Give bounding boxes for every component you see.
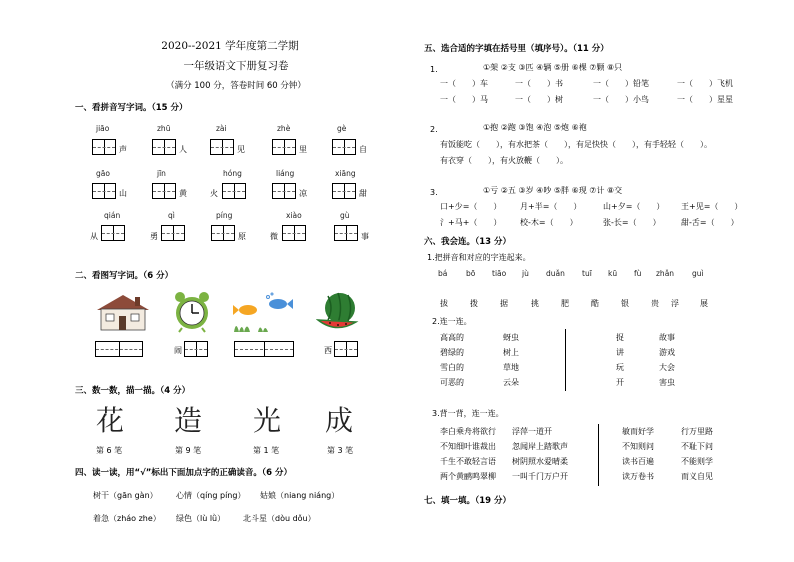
tianzige-box[interactable] xyxy=(92,183,116,199)
trace-char: 花 xyxy=(96,404,125,437)
fill-item[interactable]: 一（ ）马 xyxy=(440,95,488,104)
match-item[interactable]: 树阴照水爱晴柔 xyxy=(512,457,568,466)
match-item[interactable]: 云朵 xyxy=(503,378,519,387)
fill-item[interactable]: 张-长=（ ） xyxy=(603,218,661,227)
fill-item[interactable]: 口+少=（ ） xyxy=(440,202,502,211)
pinyin: qì xyxy=(168,211,175,220)
house-picture xyxy=(93,292,153,332)
match-item[interactable]: 游戏 xyxy=(659,348,675,357)
match-item[interactable]: 李白乘舟将欲行 xyxy=(440,427,496,436)
pinyin: gāo xyxy=(96,169,110,178)
match-item[interactable]: 开 xyxy=(616,378,624,387)
match-item[interactable]: 一叫千门万户开 xyxy=(512,472,568,481)
tianzige-box[interactable] xyxy=(101,225,125,241)
pinyin: hóng xyxy=(223,169,242,178)
char-after: 人 xyxy=(179,145,187,154)
fill-item[interactable]: 校-木=（ ） xyxy=(520,218,578,227)
pinyin-option[interactable]: tuī xyxy=(582,269,592,278)
char-after: 自 xyxy=(359,145,367,154)
char-before: 火 xyxy=(210,189,218,198)
group-number: 2. xyxy=(430,125,438,134)
match-item[interactable]: 千生不敢轻言语 xyxy=(440,457,496,466)
section-7-heading: 七、填一填。（19 分） xyxy=(424,496,512,506)
char-option[interactable]: 挑 xyxy=(531,299,539,308)
match-item[interactable]: 害虫 xyxy=(659,378,675,387)
pinyin: xiào xyxy=(286,211,302,220)
tianzige-box[interactable] xyxy=(152,139,176,155)
section-6-heading: 六、我会连。（13 分） xyxy=(424,237,512,247)
match-item[interactable]: 大会 xyxy=(659,363,675,372)
tianzige-box[interactable] xyxy=(234,341,294,357)
divider-line xyxy=(598,424,599,486)
pinyin-option[interactable]: kū xyxy=(608,269,618,278)
fill-item[interactable]: 有衣穿（ ），有火放鞭（ ）。 xyxy=(440,156,568,165)
match-item[interactable]: 敏而好学 xyxy=(622,427,654,436)
char-before: 勇 xyxy=(150,232,158,241)
match-item[interactable]: 树上 xyxy=(503,348,519,357)
divider-line xyxy=(565,329,566,391)
match-item[interactable]: 捉 xyxy=(616,333,624,342)
group-number: 1. xyxy=(430,65,438,74)
pinyin: xiāng xyxy=(335,169,356,178)
q2-instruction: 2.连一连。 xyxy=(432,317,472,326)
match-item[interactable]: 忽闻岸上踏歌声 xyxy=(512,442,568,451)
fill-item[interactable]: 氵+马+（ ） xyxy=(440,218,502,227)
pinyin: liáng xyxy=(276,169,295,178)
reading-item[interactable]: 姑娘（niang niáng） xyxy=(260,491,340,500)
stroke-caption: 第 9 笔 xyxy=(175,446,202,455)
tianzige-box[interactable] xyxy=(184,341,208,357)
section-1-heading: 一、看拼音写字词。（15 分） xyxy=(75,103,188,113)
fill-item[interactable]: 一（ ）小鸟 xyxy=(593,95,649,104)
char-option[interactable]: 浮 xyxy=(671,299,679,308)
watermelon-picture xyxy=(316,290,362,332)
match-item[interactable]: 故事 xyxy=(659,333,675,342)
pinyin: zài xyxy=(216,124,227,133)
match-item[interactable]: 碧绿的 xyxy=(440,348,464,357)
match-item[interactable]: 浮萍一道开 xyxy=(512,427,552,436)
pinyin-option[interactable]: guì xyxy=(692,269,704,278)
match-item[interactable]: 可恶的 xyxy=(440,378,464,387)
pinyin: zhè xyxy=(277,124,291,133)
match-item[interactable]: 不知细叶谁裁出 xyxy=(440,442,496,451)
pinyin-option[interactable]: bō xyxy=(466,269,476,278)
fill-item[interactable]: 一（ ）星星 xyxy=(677,95,733,104)
tianzige-box[interactable] xyxy=(211,225,235,241)
reading-item[interactable]: 北斗星（dòu dǒu） xyxy=(243,514,316,523)
tianzige-box[interactable] xyxy=(92,139,116,155)
exam-year-title: 2020--2021 学年度第二学期 xyxy=(161,40,299,52)
char-after: 见 xyxy=(237,145,245,154)
fish-picture xyxy=(230,292,296,332)
char-after: 黄 xyxy=(179,189,187,198)
pinyin-option[interactable]: bá xyxy=(438,269,448,278)
pinyin-option[interactable]: zhǎn xyxy=(656,269,675,278)
fill-item[interactable]: 一（ ）车 xyxy=(440,79,488,88)
label-nao: 闹 xyxy=(174,346,182,355)
group-number: 3. xyxy=(430,188,438,197)
fill-item[interactable]: 一（ ）书 xyxy=(515,79,563,88)
tianzige-box[interactable] xyxy=(282,225,306,241)
trace-char: 成 xyxy=(325,404,354,437)
char-option[interactable]: 肥 xyxy=(561,299,569,308)
fill-item[interactable]: 一（ ）铅笔 xyxy=(593,79,649,88)
stroke-caption: 第 6 笔 xyxy=(96,446,123,455)
section-2-heading: 二、看图写字词。（6 分） xyxy=(75,271,174,281)
fill-item[interactable]: 一（ ）飞机 xyxy=(677,79,733,88)
section-4-heading: 四、读一读，用“√”标出下面加点字的正确读音。（6 分） xyxy=(75,468,292,478)
tianzige-box[interactable] xyxy=(210,139,234,155)
match-item[interactable]: 雪白的 xyxy=(440,363,464,372)
tianzige-box[interactable] xyxy=(161,225,185,241)
char-option[interactable]: 展 xyxy=(700,299,708,308)
tianzige-box[interactable] xyxy=(332,139,356,155)
char-option[interactable]: 贵 xyxy=(651,299,659,308)
fill-item[interactable]: 王+见=（ ） xyxy=(681,202,743,211)
char-option[interactable]: 银 xyxy=(621,299,629,308)
match-item[interactable]: 行万里路 xyxy=(681,427,713,436)
alarm-clock-picture xyxy=(170,290,214,334)
pinyin: zhū xyxy=(157,124,171,133)
match-item[interactable]: 高高的 xyxy=(440,333,464,342)
tianzige-box[interactable] xyxy=(332,183,356,199)
tianzige-box[interactable] xyxy=(272,139,296,155)
match-item[interactable]: 讲 xyxy=(616,348,624,357)
tianzige-box[interactable] xyxy=(152,183,176,199)
match-item[interactable]: 玩 xyxy=(616,363,624,372)
tianzige-box[interactable] xyxy=(334,225,358,241)
match-item[interactable]: 草地 xyxy=(503,363,519,372)
reading-item[interactable]: 着急（zháo zhe） xyxy=(93,514,161,523)
char-after: 山 xyxy=(119,189,127,198)
match-item[interactable]: 不知则问 xyxy=(622,442,654,451)
fill-item[interactable]: 一（ ）树 xyxy=(515,95,563,104)
char-after: 原 xyxy=(238,232,246,241)
options-row: ①抱 ②跑 ③饱 ④泡 ⑤炮 ⑥袍 xyxy=(483,123,587,132)
char-option[interactable]: 酷 xyxy=(591,299,599,308)
tianzige-box[interactable] xyxy=(334,341,358,357)
match-item[interactable]: 不耻下问 xyxy=(681,442,713,451)
char-after: 里 xyxy=(299,145,307,154)
reading-item[interactable]: 心情（qíng píng） xyxy=(176,491,246,500)
fill-item[interactable]: 甜-舌=（ ） xyxy=(681,218,739,227)
exam-note: （满分 100 分，答卷时间 60 分钟） xyxy=(166,81,306,91)
label-xi: 西 xyxy=(324,346,332,355)
stroke-caption: 第 1 笔 xyxy=(253,446,280,455)
fill-item[interactable]: 山+夕=（ ） xyxy=(603,202,665,211)
pinyin-option[interactable]: duǎn xyxy=(546,269,565,278)
char-option[interactable]: 拔 xyxy=(440,299,448,308)
tianzige-box[interactable] xyxy=(95,341,143,357)
fill-item[interactable]: 月+半=（ ） xyxy=(520,202,582,211)
pinyin: qián xyxy=(104,211,121,220)
trace-char: 光 xyxy=(253,404,282,437)
char-option[interactable]: 拨 xyxy=(470,299,478,308)
pinyin-option[interactable]: fù xyxy=(634,269,642,278)
pinyin: píng xyxy=(216,211,233,220)
fill-item[interactable]: 有饭能吃（ ），有水把茶（ ），有足快快（ ），有手轻轻（ ）。 xyxy=(440,140,712,149)
tianzige-box[interactable] xyxy=(222,183,246,199)
q1-instruction: 1.把拼音和对应的字连起来。 xyxy=(427,253,531,262)
q3-instruction: 3.背一背，连一连。 xyxy=(432,409,504,418)
pinyin: gù xyxy=(340,211,350,220)
stroke-caption: 第 3 笔 xyxy=(327,446,354,455)
pinyin-option[interactable]: tiāo xyxy=(492,269,507,278)
char-before: 从 xyxy=(90,232,98,241)
section-5-heading: 五、选合适的字填在括号里（填序号）。（11 分） xyxy=(424,44,609,54)
char-option[interactable]: 据 xyxy=(500,299,508,308)
reading-item[interactable]: 绿色（lù lǜ） xyxy=(176,514,226,523)
trace-char: 造 xyxy=(174,404,203,437)
char-after: 凉 xyxy=(299,189,307,198)
options-row: ①亏 ②五 ③岁 ④吵 ⑤胖 ⑥现 ⑦计 ⑧交 xyxy=(483,186,623,195)
section-3-heading: 三、数一数，描一描。（4 分） xyxy=(75,386,191,396)
char-before: 微 xyxy=(270,232,278,241)
char-after: 甜 xyxy=(359,189,367,198)
match-item[interactable]: 读书百遍 xyxy=(622,457,654,466)
match-item[interactable]: 读万卷书 xyxy=(622,472,654,481)
char-after: 声 xyxy=(119,145,127,154)
tianzige-box[interactable] xyxy=(272,183,296,199)
options-row: ①架 ②支 ③匹 ④辆 ⑤册 ⑥棵 ⑦颗 ⑧只 xyxy=(483,63,623,72)
pinyin-option[interactable]: jù xyxy=(522,269,529,278)
match-item[interactable]: 而义自见 xyxy=(681,472,713,481)
reading-item[interactable]: 树干（gān gàn） xyxy=(93,491,158,500)
match-item[interactable]: 两个黄鹂鸣翠柳 xyxy=(440,472,496,481)
match-item[interactable]: 蚜虫 xyxy=(503,333,519,342)
pinyin: jiāo xyxy=(96,124,110,133)
match-item[interactable]: 不能则学 xyxy=(681,457,713,466)
exam-subtitle: 一年级语文下册复习卷 xyxy=(183,60,289,72)
char-after: 事 xyxy=(361,232,369,241)
pinyin: jīn xyxy=(157,169,166,178)
pinyin: gè xyxy=(337,124,347,133)
